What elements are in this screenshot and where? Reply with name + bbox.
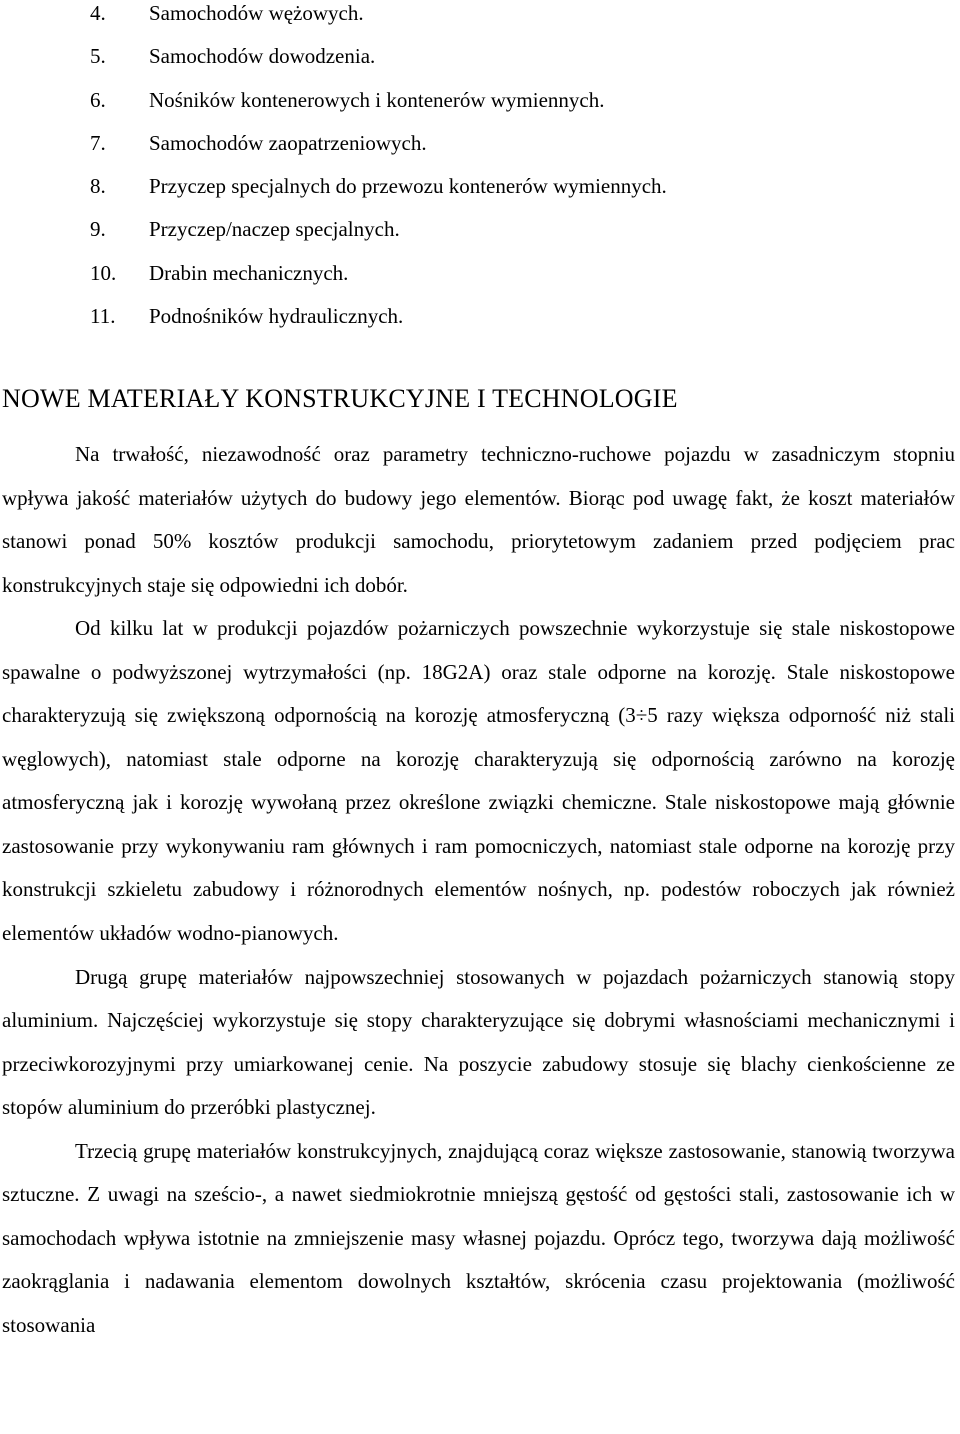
- paragraph-steels: Od kilku lat w produkcji pojazdów pożarniczych powszechnie wykorzystuje się stale niskostopowe spawalne o podwyższonej wytrzymałości (np. 18G2A) oraz stale odporne na korozję. Stale niskostopowe charakteryzują się zwiększoną odpornością na korozję atmosferyczną (3÷5 razy większa odporność niż stali węglowych), natomiast stale odporne na korozję charakteryzują się odpornością zarówno na korozję atmosferyczną jak i korozję wywołaną przez określone związki chemiczne. Stale niskostopowe mają głównie zastosowanie przy wykonywaniu ram głównych i ram pomocniczych, natomiast stale odporne na korozję przy konstrukcji szkieletu zabudowy i różnorodnych elementów nośnych, np. podestów roboczych jak również elementów układów wodno-pianowych.: [2, 616, 955, 946]
- list-item: [90, 0, 667, 35]
- list-item-number: 7.: [90, 130, 106, 155]
- paragraph-materials-quality: Na trwałość, niezawodność oraz parametry techniczno-ruchowe pojazdu w zasadniczym stopniu wpływa jakość materiałów użytych do budowy jego elementów. Biorąc pod uwagę fakt, że koszt materiałów stanowi ponad 50% kosztów produkcji samochodu, priorytetowym zadaniem przed podjęciem prac konstrukcyjnych staje się odpowiedni ich dobór.: [2, 442, 955, 597]
- list-item-text: Samochodów wężowych.: [149, 1, 364, 25]
- list-item-text: Nośników kontenerowych i kontenerów wymiennych.: [149, 87, 605, 112]
- paragraph-plastics: Trzecią grupę materiałów konstrukcyjnych, znajdującą coraz większe zastosowanie, stanowią tworzywa sztuczne. Z uwagi na sześcio-, a nawet siedmiokrotnie mniejszą gęstość od gęstości stali, zastosowanie ich w samochodach wpływa istotnie na zmniejszenie masy własnej pojazdu. Oprócz tego, tworzywa dają możliwość zaokrąglania i nadawania elementom dowolnych kształtów, skrócenia czasu projektowania (możliwość stosowania: [2, 1138, 955, 1337]
- list-item-text: Samochodów dowodzenia.: [149, 44, 376, 69]
- list-item-text: Przyczep specjalnych do przewozu kontenerów wymiennych.: [149, 174, 667, 199]
- list-item: [90, 208, 667, 251]
- list-item-number: 9.: [90, 217, 106, 242]
- list-item-text: Podnośników hydraulicznych.: [149, 304, 404, 329]
- paragraph-aluminium: Drugą grupę materiałów najpowszechniej stosowanych w pojazdach pożarniczych stanowią stopy aluminium. Najczęściej wykorzystuje się stopy charakteryzujące się dobrymi własnościami mechanicznymi i przeciwkorozyjnymi przy umiarkowanej cenie. Na poszycie zabudowy stosuje się blachy cienkościenne ze stopów aluminium do przeróbki plastycznej.: [2, 964, 955, 1120]
- list-item-text: Samochodów zaopatrzeniowych.: [149, 130, 427, 155]
- list-item-number: 10.: [90, 260, 117, 285]
- list-item-text: Drabin mechanicznych.: [149, 260, 349, 285]
- section-body: [2, 433, 955, 1347]
- list-item-number: 5.: [90, 44, 106, 69]
- section-heading: NOWE MATERIAŁY KONSTRUKCYJNE I TECHNOLOGIE: [2, 384, 678, 413]
- list-item: [90, 295, 667, 338]
- list-item-number: 4.: [90, 1, 106, 25]
- list-item: [90, 122, 667, 165]
- list-item-number: 6.: [90, 87, 106, 112]
- list-item-number: 8.: [90, 174, 106, 199]
- list-item: [90, 79, 667, 122]
- list-item: [90, 165, 667, 208]
- list-item: [90, 252, 667, 295]
- list-item: [90, 35, 667, 78]
- list-item-number: 11.: [90, 304, 116, 329]
- list-item-text: Przyczep/naczep specjalnych.: [149, 217, 400, 242]
- vehicle-type-list: [90, 0, 667, 338]
